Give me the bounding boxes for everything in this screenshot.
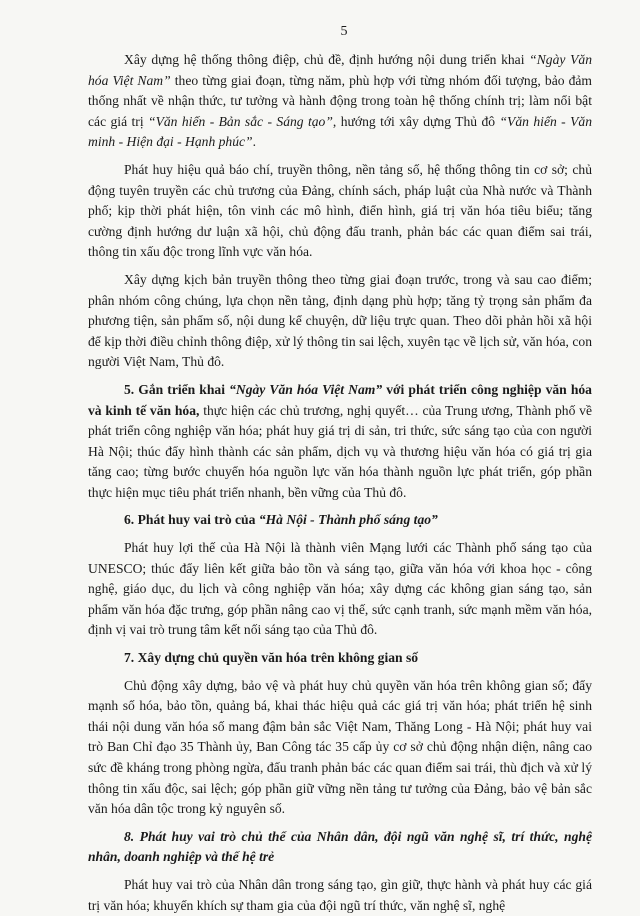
section-heading bbox=[88, 648, 592, 669]
text-run: 5. Gắn triển khai bbox=[124, 381, 230, 397]
paragraph bbox=[88, 270, 592, 373]
paragraph bbox=[88, 160, 592, 263]
text-run: , hướng tới xây dựng Thủ đô bbox=[332, 113, 500, 129]
section-heading bbox=[88, 827, 592, 868]
text-run: Chủ động xây dựng, bảo vệ và phát huy chủ quyền văn hóa trên không gian số; đẩy mạnh số hóa, bảo tồn, quảng bá, khai thác hiệu quả các giá trị văn hóa; phát triển hệ sinh thái nội dung văn hóa số mang đậm bản sắc Việt Nam, Thăng Long - Hà Nội; phát huy vai trò Ban Chỉ đạo 35 Thành ủy, Ban Công tác 35 cấp ủy cơ sở chủ động nhận diện, nâng cao sức đề kháng trong phòng ngừa, đấu tranh phản bác các quan điểm sai trái, thù địch và xử lý thông tin xấu độc, sai lệch; góp phần giữ vững nền tảng tư tưởng của Đảng, bảo vệ bản sắc văn hóa dân tộc trong kỷ nguyên số. bbox=[88, 677, 592, 817]
document-body bbox=[88, 50, 592, 916]
text-run: theo từng giai đoạn, từng năm, phù hợp với từng nhóm đối tượng, bảo đảm thống nhất về nhận thức, tư tưởng và hành động trong toàn hệ thống chính trị; làm nổi bật các giá trị bbox=[88, 72, 593, 129]
text-run: 7. Xây dựng chủ quyền văn hóa trên không gian số bbox=[124, 650, 419, 666]
paragraph bbox=[88, 676, 592, 820]
text-run: “Văn hiến - Bản sắc - Sáng tạo” bbox=[148, 113, 333, 129]
page-number: 5 bbox=[340, 24, 348, 39]
text-run: với phát triển công nghiệp văn hóa và kinh tế văn hóa, bbox=[88, 381, 592, 418]
text-run: Phát huy lợi thế của Hà Nội là thành viên Mạng lưới các Thành phố sáng tạo của UNESCO; thúc đẩy liên kết giữa bảo tồn và sáng tạo, giữa văn hóa với khoa học - công nghệ, giáo dục, du lịch và công nghiệp văn hóa; xây dựng các không gian sáng tạo, sản phẩm văn hóa đặc trưng, góp phần nâng cao vị thế, sức cạnh tranh, sức mạnh mềm văn hóa, định vị vai trò trung tâm kết nối sáng tạo của Thủ đô. bbox=[88, 540, 592, 638]
section-heading bbox=[88, 510, 592, 531]
text-run: Xây dựng hệ thống thông điệp, chủ đề, định hướng nội dung triển khai bbox=[124, 52, 530, 67]
text-run: . bbox=[252, 134, 257, 150]
text-run: “Hà Nội - Thành phố sáng tạo” bbox=[258, 512, 438, 528]
paragraph bbox=[88, 380, 592, 504]
paragraph bbox=[88, 875, 592, 916]
text-run: “Văn hiến - Văn minh - Hiện đại - Hạnh phúc” bbox=[88, 113, 593, 150]
text-run: thực hiện các chủ trương, nghị quyết… của Trung ương, Thành phố về phát triển công nghiệp văn hóa; phát huy giá trị di sản, tri thức, sức sáng tạo của con người Hà Nội; thúc đẩy hình thành các sản phẩm, dịch vụ và thương hiệu văn hóa có giá trị gia tăng cao; từng bước chuyển hóa nguồn lực văn hóa thành nguồn lực phát triển, góp phần thực hiện mục tiêu phát triển nhanh, bền vững của Thủ đô. bbox=[88, 402, 592, 500]
text-run: “Ngày Văn hóa Việt Nam” bbox=[88, 52, 592, 88]
text-run: Phát huy hiệu quả báo chí, truyền thông, nền tảng số, hệ thống thông tin cơ sở; chủ động tuyên truyền các chủ trương của Đảng, chính sách, pháp luật của Nhà nước và Thành phố; kịp thời phát hiện, tôn vinh các mô hình, điển hình, giá trị văn hóa tiêu biểu; tăng cường định hướng dư luận xã hội, chủ động đấu tranh, phản bác các quan điểm sai trái, thông tin xấu độc trong lĩnh vực văn hóa. bbox=[88, 161, 592, 260]
text-run: “Ngày Văn hóa Việt Nam” bbox=[229, 381, 383, 397]
paragraph bbox=[88, 538, 592, 641]
text-run: Xây dựng kịch bản truyền thông theo từng giai đoạn trước, trong và sau cao điểm; phân nhóm công chúng, lựa chọn nền tảng, định dạng phù hợp; tăng tỷ trọng sản phẩm đa phương tiện, sản phẩm số, nội dung kể chuyện, dữ liệu trực quan. Theo dõi phản hồi xã hội để kịp thời điều chỉnh thông điệp, xử lý thông tin sai lệch, xuyên tạc về lịch sử, văn hóa, con người Việt Nam, Thủ đô. bbox=[88, 271, 592, 370]
text-run: Phát huy vai trò của Nhân dân trong sáng tạo, gìn giữ, thực hành và phát huy các giá trị văn hóa; khuyến khích sự tham gia của đội ngũ trí thức, văn nghệ sĩ, nghệ bbox=[88, 876, 592, 913]
text-run: 6. Phát huy vai trò của bbox=[124, 512, 259, 528]
paragraph bbox=[88, 50, 592, 153]
text-run: 8. Phát huy vai trò chủ thể của Nhân dân, đội ngũ văn nghệ sĩ, trí thức, nghệ nhân, doanh nghiệp và thế hệ trẻ bbox=[88, 828, 592, 865]
